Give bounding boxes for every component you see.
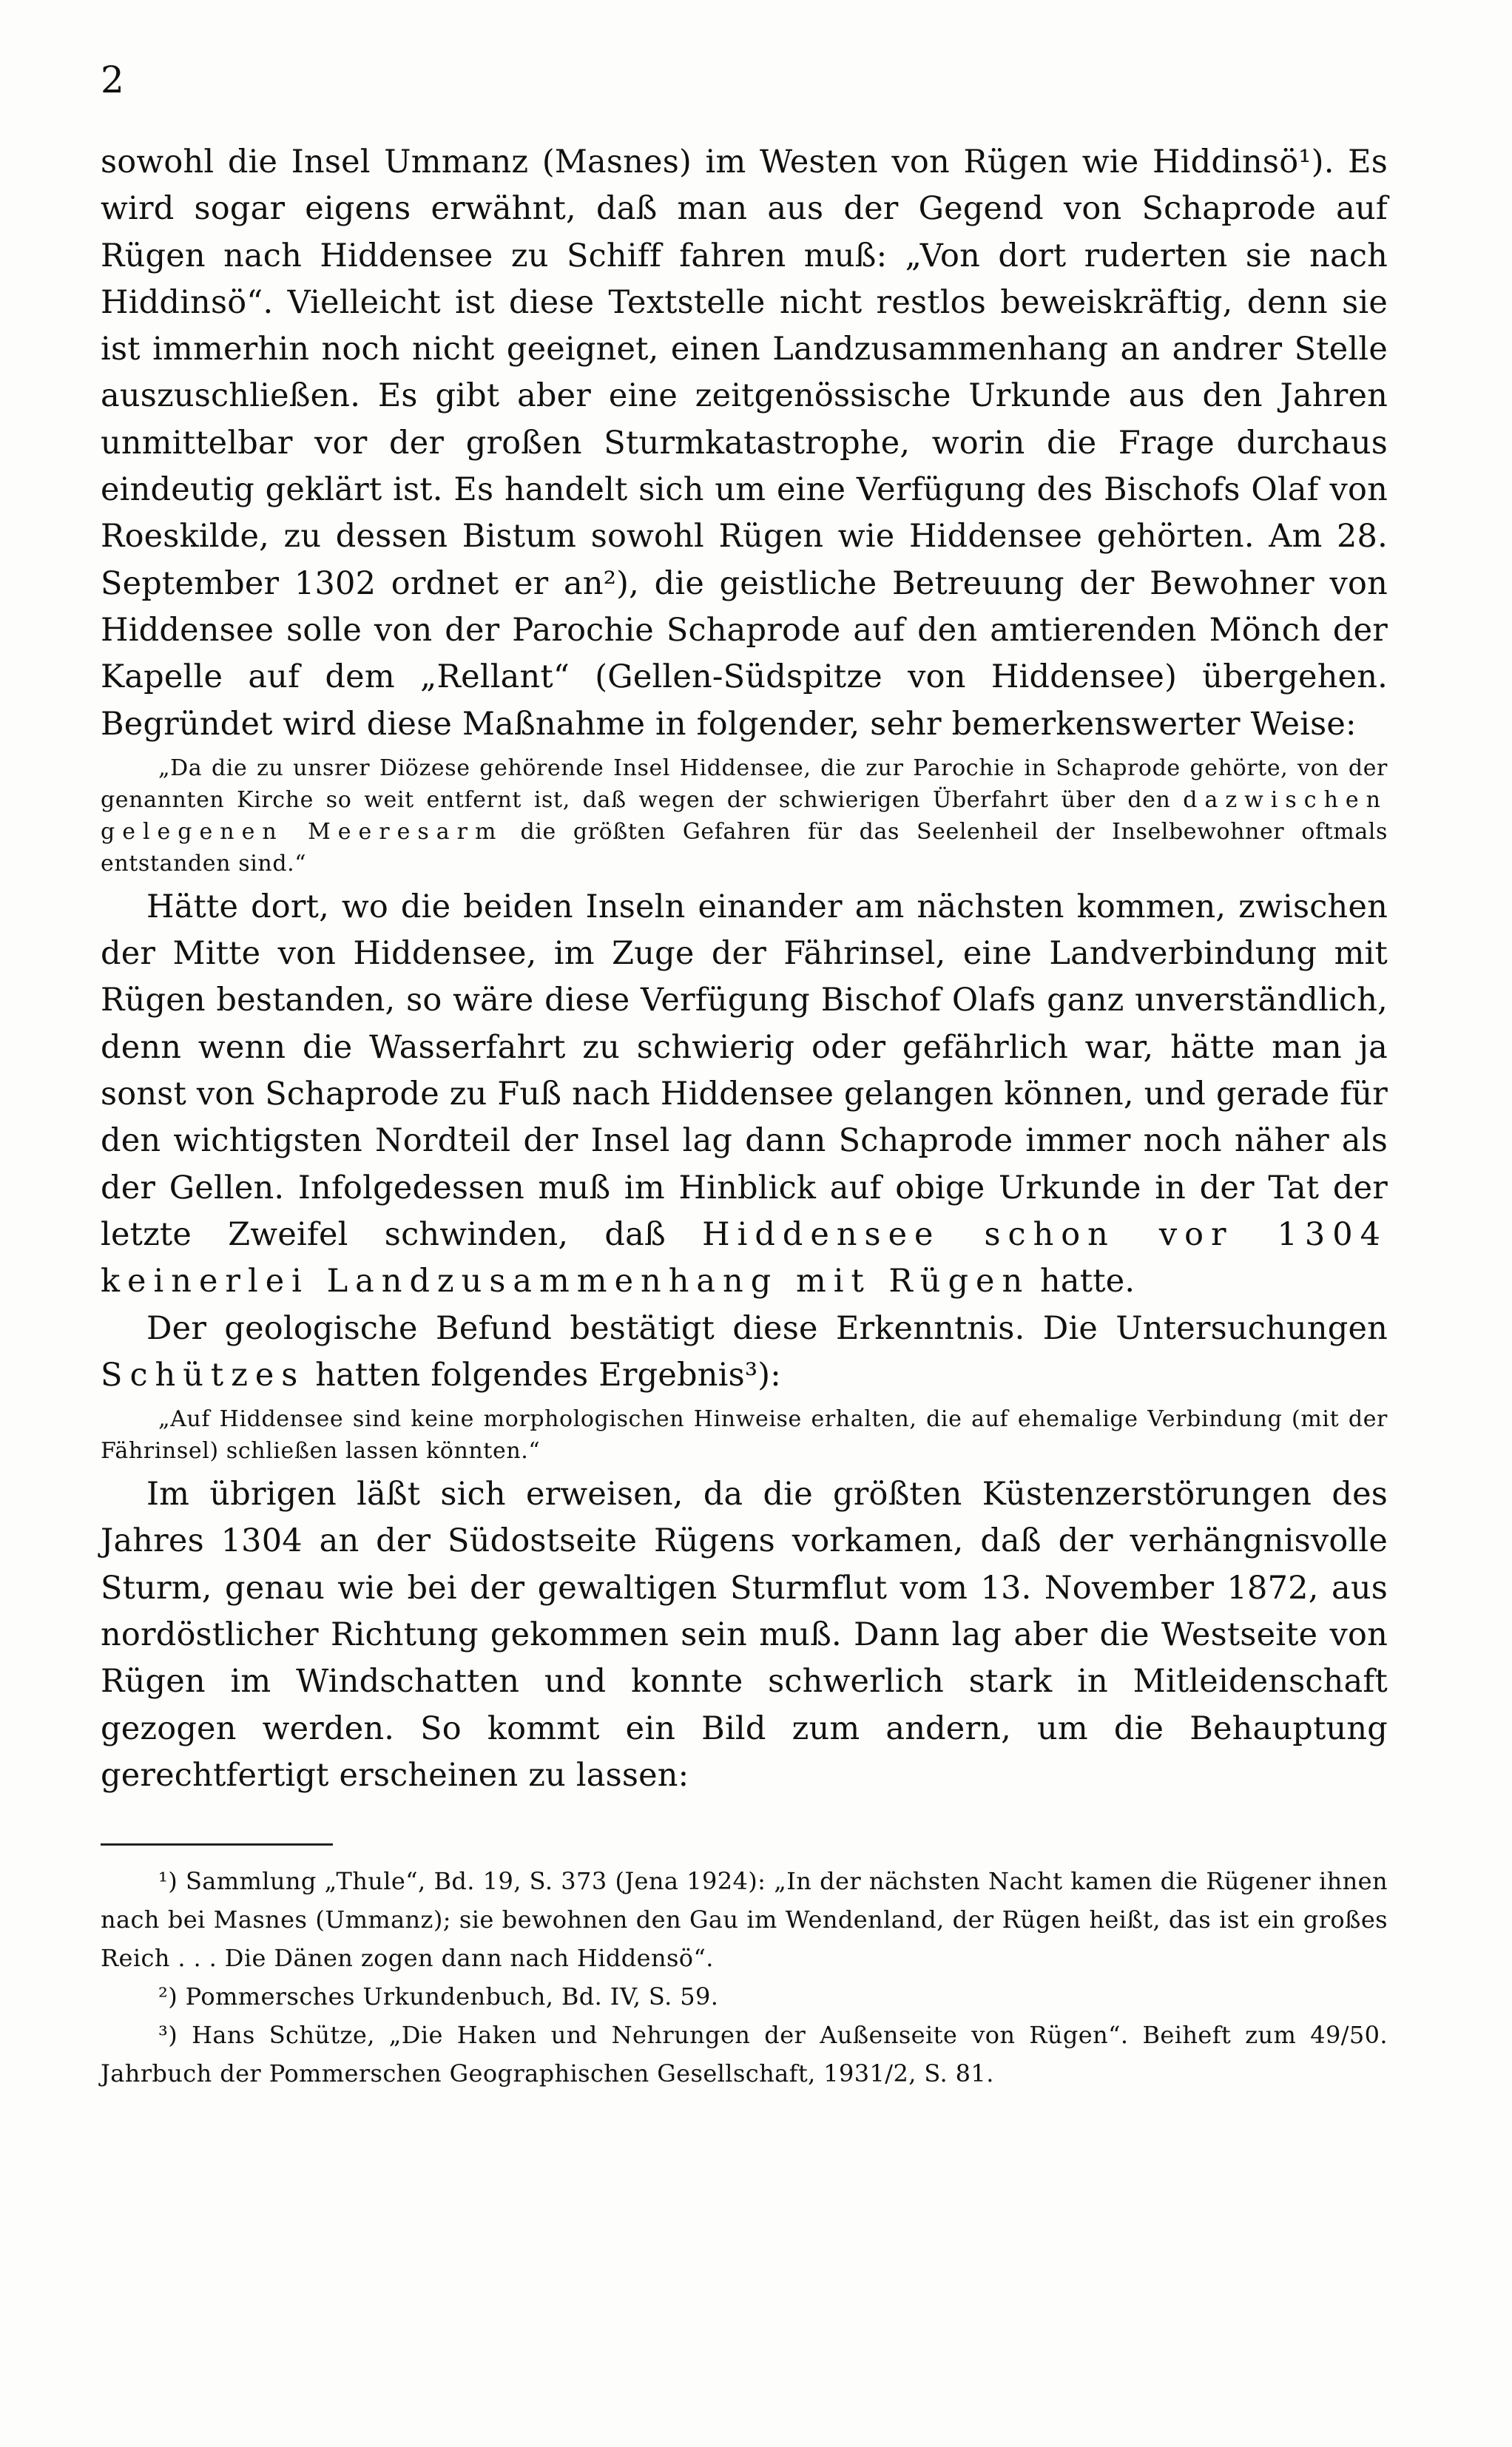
paragraph-2-spaced: Hiddensee schon vor 1304 keinerlei Landzusammenhang mit Rügen	[101, 1215, 1388, 1300]
quote-1-spaced-text: dazwischen gelegenen Meeresarm	[101, 786, 1388, 845]
paragraph-3-end: hatten folgendes Ergebnis³):	[305, 1356, 781, 1394]
body-text	[101, 139, 1388, 2093]
quote-1-text-start: „Da die zu unsrer Diözese gehörende Insel Hiddensee, die zur Parochie in Schaprode gehörte, von der genannten Kirche so weit entfernt ist, daß wegen der schwierigen Überfahrt über den	[101, 755, 1388, 813]
paragraph-2	[101, 884, 1388, 1306]
paragraph-2-start: Hätte dort, wo die beiden Inseln einander am nächsten kommen, zwischen der Mitte von Hiddensee, im Zuge der Fährinsel, eine Landverbindung mit Rügen bestanden, so wäre diese Verfügung Bischof Olafs ganz unverständlich, denn wenn die Wasserfahrt zu schwierig oder gefährlich war, hätte man ja sonst von Schaprode zu Fuß nach Hiddensee gelangen können, und gerade für den wichtigsten Nordteil der Insel lag dann Schaprode immer noch näher als der Gellen. Infolgedessen muß im Hinblick auf obige Urkunde in der Tat der letzte Zweifel schwinden, daß	[101, 888, 1388, 1253]
paragraph-3-spaced: Schützes	[101, 1356, 306, 1394]
footnote-1: ¹) Sammlung „Thule“, Bd. 19, S. 373 (Jena 1924): „In der nächsten Nacht kamen die Rügener ihnen nach bei Masnes (Ummanz); sie bewohnen den Gau im Wendenland, der Rügen heißt, das ist ein großes Reich . . . Die Dänen zogen dann nach Hiddensö“.	[101, 1867, 1388, 1973]
footnote-divider	[101, 1843, 333, 1846]
paragraph-3	[101, 1306, 1388, 1400]
footnote-3: ³) Hans Schütze, „Die Haken und Nehrungen der Außenseite von Rügen“. Beiheft zum 49/50. Jahrbuch der Pommerschen Geographischen Gesellschaft, 1931/2, S. 81.	[101, 2021, 1388, 2088]
paragraph-1: sowohl die Insel Ummanz (Masnes) im Westen von Rügen wie Hiddinsö¹). Es wird sogar eigens erwähnt, daß man aus der Gegend von Schaprode auf Rügen nach Hiddensee zu Schiff fahren muß: „Von dort ruderten sie nach Hiddinsö“. Vielleicht ist diese Textstelle nicht restlos beweiskräftig, denn sie ist immerhin noch nicht geeignet, einen Landzusammenhang an andrer Stelle auszuschließen. Es gibt aber eine zeitgenössische Urkunde aus den Jahren unmittelbar vor der großen Sturmkatastrophe, worin die Frage durchaus eindeutig geklärt ist. Es handelt sich um eine Verfügung des Bischofs Olaf von Roeskilde, zu dessen Bistum sowohl Rügen wie Hiddensee gehörten. Am 28. September 1302 ordnet er an²), die geistliche Betreuung der Bewohner von Hiddensee solle von der Parochie Schaprode auf den amtierenden Mönch der Kapelle auf dem „Rellant“ (Gellen-Südspitze von Hiddensee) übergehen. Begründet wird diese Maßnahme in folgender, sehr bemerkenswerter Weise:	[101, 144, 1388, 743]
footnote-2: ²) Pommersches Urkundenbuch, Bd. IV, S. 59.	[158, 1982, 719, 2011]
quote-1-text-end: die größten Gefahren für das Seelenheil der Inselbewohner oftmals entstanden sind.“	[101, 818, 1388, 877]
quote-bishop-decree	[101, 752, 1388, 880]
paragraph-2-end: hatte.	[1030, 1263, 1135, 1300]
quote-geology: „Auf Hiddensee sind keine morphologischen Hinweise erhalten, die auf ehemalige Verbindung (mit der Fährinsel) schließen lassen könnten.“	[101, 1406, 1388, 1465]
paragraph-3-start: Der geologische Befund bestätigt diese Erkenntnis. Die Untersuchungen	[146, 1309, 1388, 1347]
page-number: 2	[101, 58, 124, 101]
paragraph-4: Im übrigen läßt sich erweisen, da die größten Küstenzerstörungen des Jahres 1304 an der Südostseite Rügens vorkamen, daß der verhängnisvolle Sturm, genau wie bei der gewaltigen Sturmflut vom 13. November 1872, aus nordöstlicher Richtung gekommen sein muß. Dann lag aber die Westseite von Rügen im Windschatten und konnte schwerlich stark in Mitleidenschaft gezogen werden. So kommt ein Bild zum andern, um die Behauptung gerechtfertigt erscheinen zu lassen:	[101, 1476, 1388, 1794]
